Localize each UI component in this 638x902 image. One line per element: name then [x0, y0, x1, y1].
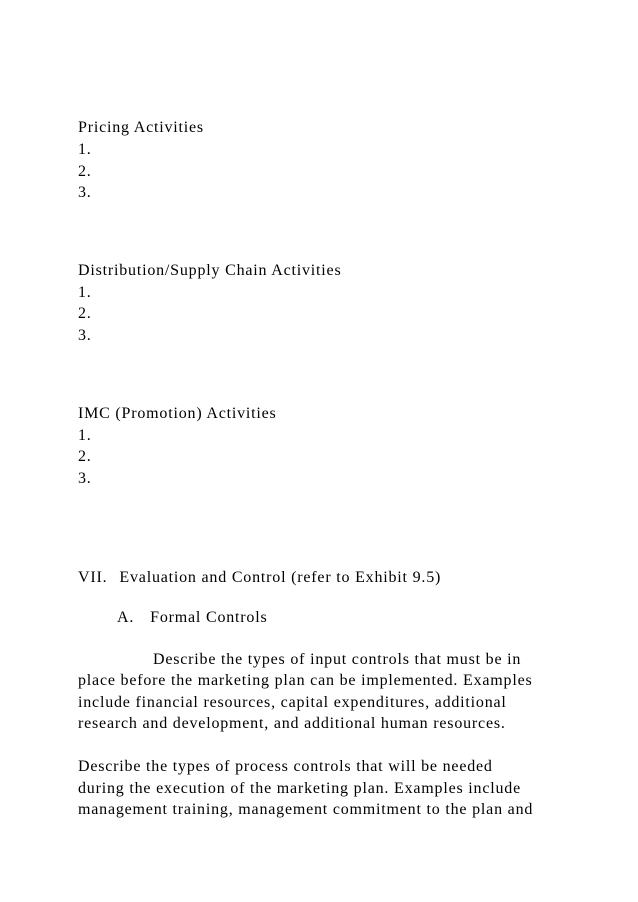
paragraph-1-line-2: place before the marketing plan can be implemented. Examples — [78, 672, 533, 689]
imc-item-2: 2. — [78, 448, 92, 465]
paragraph-2-line-2: during the execution of the marketing plan. Examples include — [78, 780, 521, 797]
distribution-item-1: 1. — [78, 284, 92, 301]
paragraph-2-line-3: management training, management commitment to the plan and — [78, 801, 534, 818]
subsection-heading — [117, 608, 268, 628]
pricing-heading: Pricing Activities — [78, 119, 204, 136]
pricing-item-1: 1. — [78, 141, 92, 158]
paragraph-1-line-3: include financial resources, capital expenditures, additional — [78, 694, 507, 711]
distribution-heading: Distribution/Supply Chain Activities — [78, 262, 342, 279]
distribution-item-2: 2. — [78, 305, 92, 322]
pricing-item-2: 2. — [78, 163, 92, 180]
paragraph-1-line-1: Describe the types of input controls that must be in — [153, 651, 522, 668]
paragraph-1-line-4: research and development, and additional human resources. — [78, 715, 506, 732]
pricing-item-3: 3. — [78, 184, 92, 201]
distribution-item-3: 3. — [78, 327, 92, 344]
subsection-letter: A. — [117, 609, 135, 626]
section-title: Evaluation and Control (refer to Exhibit 9.5) — [119, 569, 442, 586]
section-number: VII. — [78, 569, 108, 586]
imc-item-1: 1. — [78, 427, 92, 444]
imc-item-3: 3. — [78, 470, 92, 487]
section-heading — [78, 568, 441, 588]
imc-heading: IMC (Promotion) Activities — [78, 405, 277, 422]
paragraph-2-line-1: Describe the types of process controls that will be needed — [78, 758, 493, 775]
subsection-title: Formal Controls — [150, 609, 268, 626]
